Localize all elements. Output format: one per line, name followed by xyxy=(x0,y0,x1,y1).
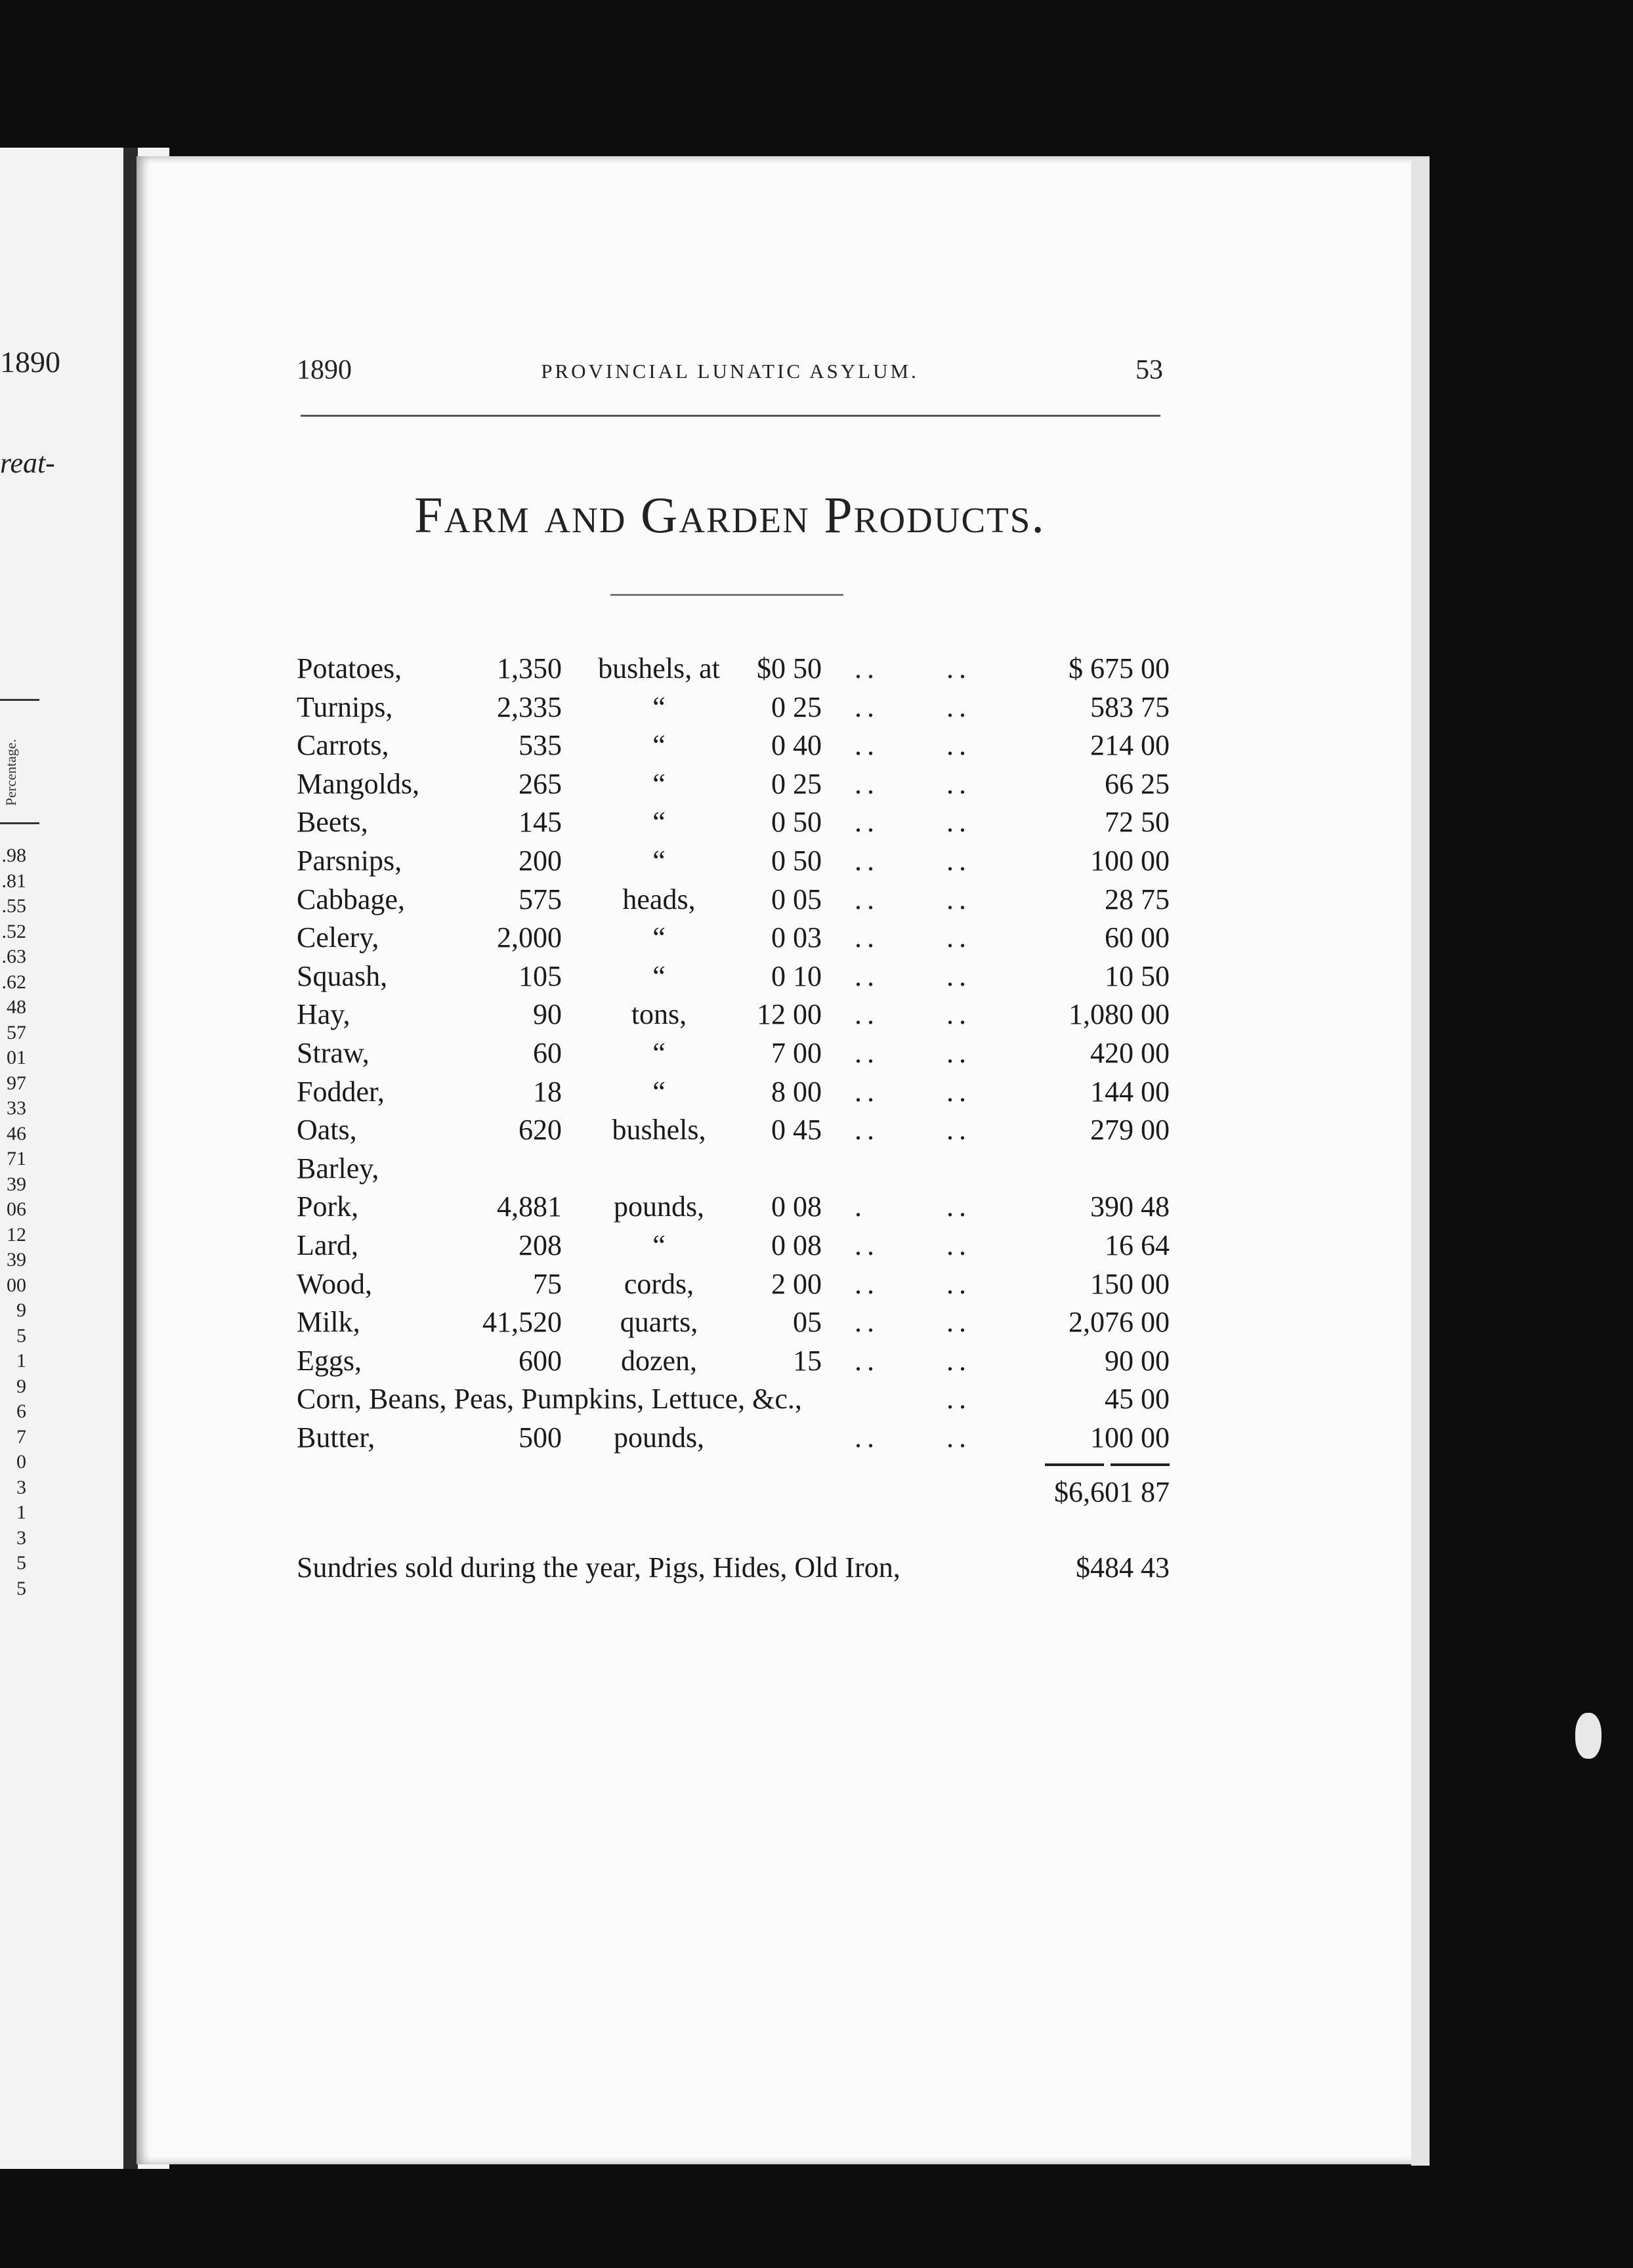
product-name: Milk, xyxy=(297,1306,360,1339)
amount: 390 48 xyxy=(1090,1190,1170,1223)
rate: 0 50 xyxy=(771,844,822,877)
amount: 16 64 xyxy=(1105,1228,1170,1261)
rate: 0 08 xyxy=(771,1190,822,1223)
left-page-value: 9 xyxy=(16,1375,26,1397)
header-year: 1890 xyxy=(297,355,352,385)
product-name: Parsnips, xyxy=(297,844,402,877)
left-page-value: 1 xyxy=(16,1350,26,1372)
product-name: Wood, xyxy=(297,1267,373,1300)
amount: 1,080 00 xyxy=(1069,998,1170,1031)
unit: heads, xyxy=(622,883,696,915)
left-page-value: 48 xyxy=(7,996,26,1018)
product-name: Mangolds, xyxy=(297,767,419,800)
unit: dozen, xyxy=(620,1344,698,1377)
unit: pounds, xyxy=(613,1190,705,1223)
leader-dots: .. xyxy=(946,652,971,684)
leader-dots: .. xyxy=(855,883,880,915)
amount: 583 75 xyxy=(1090,690,1170,723)
product-name: Hay, xyxy=(297,998,350,1031)
scan-speck xyxy=(1575,1713,1601,1759)
unit: tons, xyxy=(631,998,687,1031)
leader-dots: .. xyxy=(946,1190,971,1223)
leader-dots: .. xyxy=(855,1228,880,1261)
left-page-value: 06 xyxy=(7,1198,26,1220)
leader-dots: .. xyxy=(946,1383,971,1416)
leader-dots: .. xyxy=(946,1421,971,1454)
quantity: 265 xyxy=(519,767,562,800)
amount: 45 00 xyxy=(1105,1383,1170,1416)
amount: 144 00 xyxy=(1090,1075,1170,1108)
table-row xyxy=(297,881,1170,919)
left-page-value: .98 xyxy=(1,845,26,866)
running-header xyxy=(297,354,1163,394)
sundries-amount: $484 43 xyxy=(1076,1551,1170,1584)
page-edge xyxy=(1411,158,1430,2166)
leader-dots: .. xyxy=(946,844,971,877)
sundries-label: Sundries sold during the year, Pigs, Hides, Old Iron, xyxy=(297,1551,901,1584)
quantity: 60 xyxy=(533,1036,562,1069)
left-page-value: 39 xyxy=(7,1249,26,1270)
leader-dots: .. xyxy=(855,1306,880,1339)
quantity: 1,350 xyxy=(497,652,562,684)
left-page-value: 12 xyxy=(7,1223,26,1246)
unit: “ xyxy=(652,806,666,839)
title-rule xyxy=(610,594,843,596)
quantity: 105 xyxy=(519,959,562,992)
amount: 10 50 xyxy=(1105,959,1170,992)
unit: “ xyxy=(652,1036,666,1069)
left-page-value: 3 xyxy=(16,1476,26,1498)
unit: bushels, at xyxy=(598,652,720,684)
left-page-value: 39 xyxy=(7,1173,26,1195)
leader-dots: .. xyxy=(855,844,880,877)
leader-dots: .. xyxy=(946,1228,971,1261)
table-row xyxy=(297,1188,1170,1227)
product-name: Celery, xyxy=(297,921,379,954)
leader-dots: .. xyxy=(855,652,880,684)
left-page-value: 00 xyxy=(7,1274,26,1296)
total-rule xyxy=(1111,1463,1170,1466)
leader-dots: .. xyxy=(855,1421,880,1454)
table-row xyxy=(297,842,1170,881)
leader-dots: .. xyxy=(855,1036,880,1069)
product-name: Butter, xyxy=(297,1421,375,1454)
leader-dots: .. xyxy=(946,1306,971,1339)
table-row xyxy=(297,1303,1170,1342)
amount: 150 00 xyxy=(1090,1267,1170,1300)
product-name: Turnips, xyxy=(297,690,393,723)
rate: 15 xyxy=(793,1344,822,1377)
unit: bushels, xyxy=(612,1114,706,1146)
header-rule xyxy=(301,415,1160,417)
header-title: PROVINCIAL LUNATIC ASYLUM. xyxy=(541,360,919,383)
unit: “ xyxy=(652,729,666,762)
rate: 0 08 xyxy=(771,1228,822,1261)
leader-dots: .. xyxy=(946,959,971,992)
rate: 05 xyxy=(793,1306,822,1339)
rate: $0 50 xyxy=(757,652,822,684)
table-row xyxy=(297,650,1170,688)
product-name: Straw, xyxy=(297,1036,370,1069)
left-page-value: 71 xyxy=(7,1148,26,1169)
leader-dots: .. xyxy=(855,921,880,954)
leader-dots: .. xyxy=(855,806,880,839)
left-page-value: 5 xyxy=(16,1552,26,1574)
table-row xyxy=(297,957,1170,996)
leader-dots: .. xyxy=(855,690,880,723)
leader-dots: .. xyxy=(855,767,880,800)
quantity: 75 xyxy=(533,1267,562,1300)
quantity: 600 xyxy=(519,1344,562,1377)
table-row xyxy=(297,1150,1170,1188)
table-row xyxy=(297,688,1170,727)
table-row xyxy=(297,1380,1170,1419)
left-page-value: 6 xyxy=(16,1400,26,1422)
amount: 420 00 xyxy=(1090,1036,1170,1069)
rate: 0 50 xyxy=(771,806,822,839)
leader-dots: .. xyxy=(855,959,880,992)
leader-dots: .. xyxy=(946,1075,971,1108)
amount: 28 75 xyxy=(1105,883,1170,915)
leader-dots: .. xyxy=(855,998,880,1031)
quantity: 18 xyxy=(533,1075,562,1108)
amount: 100 00 xyxy=(1090,844,1170,877)
product-name: Oats, xyxy=(297,1114,357,1146)
quantity: 2,335 xyxy=(497,690,562,723)
left-page-value: 3 xyxy=(16,1526,26,1549)
products-table xyxy=(297,650,1170,1516)
rate: 12 00 xyxy=(757,998,822,1031)
page-title: Farm and Garden Products. xyxy=(414,486,1046,543)
leader-dots: . xyxy=(855,1190,867,1223)
rate: 0 25 xyxy=(771,767,822,800)
unit: “ xyxy=(652,959,666,992)
left-page-column-values xyxy=(0,843,26,1601)
left-page-value: 01 xyxy=(7,1047,26,1068)
table-row xyxy=(297,803,1170,842)
leader-dots: .. xyxy=(946,767,971,800)
amount: 72 50 xyxy=(1105,806,1170,839)
leader-dots: .. xyxy=(946,1344,971,1377)
left-page-year: 1890 xyxy=(0,345,60,379)
product-name: Cabbage, xyxy=(297,883,405,915)
product-name: Squash, xyxy=(297,959,388,992)
total-rule xyxy=(1045,1463,1104,1466)
left-page-value: .62 xyxy=(1,971,26,993)
amount: 100 00 xyxy=(1090,1421,1170,1454)
table-row xyxy=(297,996,1170,1034)
unit: “ xyxy=(652,1075,666,1108)
quantity: 41,520 xyxy=(482,1306,562,1339)
left-page-value: 1 xyxy=(16,1502,26,1523)
leader-dots: .. xyxy=(855,729,880,762)
amount: 60 00 xyxy=(1105,921,1170,954)
quantity: 145 xyxy=(519,806,562,839)
leader-dots: .. xyxy=(946,883,971,915)
leader-dots: .. xyxy=(946,729,971,762)
rate: 0 05 xyxy=(771,883,822,915)
quantity: 2,000 xyxy=(497,921,562,954)
amount: 279 00 xyxy=(1090,1114,1170,1146)
book-spine xyxy=(123,148,138,2169)
amount: 66 25 xyxy=(1105,767,1170,800)
rate: 7 00 xyxy=(771,1036,822,1069)
leader-dots: .. xyxy=(946,921,971,954)
left-page-value: 97 xyxy=(7,1072,26,1094)
leader-dots: .. xyxy=(946,1036,971,1069)
quantity: 90 xyxy=(533,998,562,1031)
left-page-value: 57 xyxy=(7,1021,26,1043)
unit: “ xyxy=(652,767,666,800)
total-rules xyxy=(297,1457,1170,1469)
table-row xyxy=(297,1034,1170,1073)
left-page-value: .81 xyxy=(1,870,26,892)
left-page-value: 0 xyxy=(16,1451,26,1473)
left-page-word: reat- xyxy=(0,447,55,479)
left-page-value: 9 xyxy=(16,1299,26,1321)
table-row xyxy=(297,726,1170,765)
quantity: 200 xyxy=(519,844,562,877)
quantity: 4,881 xyxy=(497,1190,562,1223)
leader-dots: .. xyxy=(946,690,971,723)
left-page-value: 7 xyxy=(16,1425,26,1448)
quantity: 500 xyxy=(519,1421,562,1454)
leader-dots: .. xyxy=(946,806,971,839)
quantity: 535 xyxy=(519,729,562,762)
product-name: Beets, xyxy=(297,806,368,839)
rate: 0 03 xyxy=(771,921,822,954)
total-amount: $6,601 87 xyxy=(1054,1476,1170,1509)
leader-dots: .. xyxy=(855,1344,880,1377)
left-page-value: .63 xyxy=(1,946,26,967)
quantity: 575 xyxy=(519,883,562,915)
total-row xyxy=(297,1469,1170,1516)
leader-dots: .. xyxy=(946,1267,971,1300)
leader-dots: .. xyxy=(855,1267,880,1300)
leader-dots: .. xyxy=(855,1075,880,1108)
rate: 2 00 xyxy=(771,1267,822,1300)
quantity: 208 xyxy=(519,1228,562,1261)
left-page-value: 5 xyxy=(16,1324,26,1347)
table-row xyxy=(297,1111,1170,1150)
unit: pounds, xyxy=(613,1421,705,1454)
amount: 2,076 00 xyxy=(1069,1306,1170,1339)
unit: quarts, xyxy=(620,1306,698,1339)
rate: 0 25 xyxy=(771,690,822,723)
leader-dots: .. xyxy=(946,1114,971,1146)
rate: 0 40 xyxy=(771,729,822,762)
amount: 214 00 xyxy=(1090,729,1170,762)
table-row xyxy=(297,1419,1170,1458)
product-name: Lard, xyxy=(297,1228,359,1261)
unit: “ xyxy=(652,844,666,877)
unit: “ xyxy=(652,1228,666,1261)
left-page-value: .52 xyxy=(1,920,26,942)
table-row xyxy=(297,1073,1170,1112)
amount: $ 675 00 xyxy=(1069,652,1170,684)
amount: 90 00 xyxy=(1105,1344,1170,1377)
product-name: Corn, Beans, Peas, Pumpkins, Lettuce, &c., xyxy=(297,1383,802,1416)
unit: “ xyxy=(652,690,666,723)
table-row xyxy=(297,1227,1170,1265)
leader-dots: .. xyxy=(855,1114,880,1146)
table-row xyxy=(297,919,1170,957)
left-page-column-header: Percentage. xyxy=(0,699,39,824)
product-name: Fodder, xyxy=(297,1075,385,1108)
left-page-value: .55 xyxy=(1,895,26,917)
unit: “ xyxy=(652,921,666,954)
table-row xyxy=(297,1265,1170,1304)
left-page-value: 5 xyxy=(16,1577,26,1599)
product-name: Pork, xyxy=(297,1190,359,1223)
rate: 0 45 xyxy=(771,1114,822,1146)
left-page-value: 33 xyxy=(7,1097,26,1119)
product-name: Barley, xyxy=(297,1152,379,1185)
product-name: Carrots, xyxy=(297,729,389,762)
rate: 8 00 xyxy=(771,1075,822,1108)
quantity: 620 xyxy=(519,1114,562,1146)
leader-dots: .. xyxy=(946,998,971,1031)
table-row xyxy=(297,765,1170,804)
product-name: Potatoes, xyxy=(297,652,402,684)
left-page-value: 46 xyxy=(7,1122,26,1144)
product-name: Eggs, xyxy=(297,1344,362,1377)
unit: cords, xyxy=(624,1267,694,1300)
table-row xyxy=(297,1342,1170,1381)
page-number: 53 xyxy=(1135,355,1163,385)
rate: 0 10 xyxy=(771,959,822,992)
